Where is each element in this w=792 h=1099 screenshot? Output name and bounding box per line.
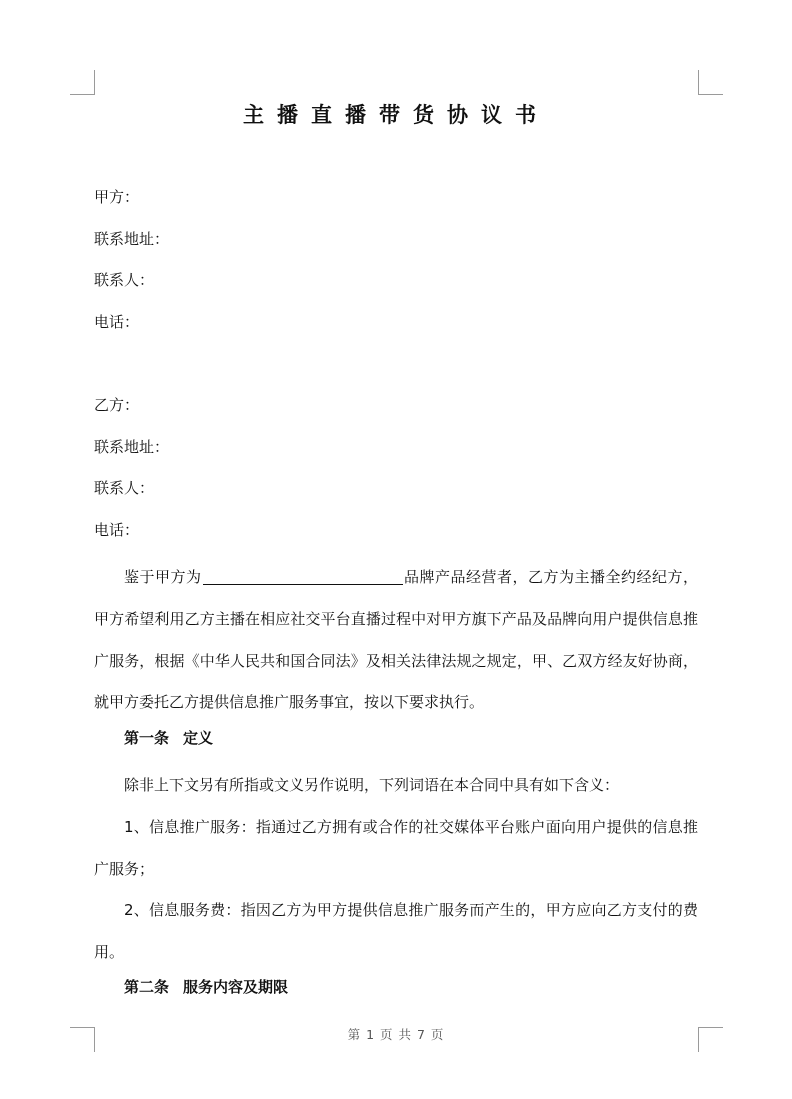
page-number-footer: 第 1 页 共 7 页 [347, 1027, 445, 1042]
brand-blank-line [203, 566, 403, 585]
party-a-address-label: 联系地址： [94, 229, 170, 248]
party-b-phone-label: 电话： [94, 520, 140, 539]
party-a-contact-label: 联系人： [94, 271, 155, 290]
corner-mark-top-left [70, 70, 95, 95]
intro-text-start: 鉴于甲方为 [124, 568, 202, 587]
intro-paragraph [94, 557, 698, 723]
party-b-address-label: 联系地址： [94, 437, 170, 456]
intro-text-rest: 品牌产品经营者，乙方为主播全约经纪方，甲方希望利用乙方主播在相应社交平台直播过程中对甲方旗下产品及品牌向用户提供信息推广服务，根据《中华人民共和国合同法》及相关法律法规之规定，甲、乙双方经友好协商，就甲方委托乙方提供信息推广服务事宜，按以下要求执行。 [94, 568, 698, 712]
article-1-item-2: 2、信息服务费：指因乙方为甲方提供信息推广服务而产生的，甲方应向乙方支付的费用。 [94, 901, 698, 961]
party-a-phone-label: 电话： [94, 312, 140, 331]
party-b-contact-label: 联系人： [94, 479, 155, 498]
spacer [94, 349, 698, 391]
article-2-heading [94, 973, 698, 1001]
article-1-name: 定义 [183, 728, 214, 747]
article-1-item-1: 1、信息推广服务：指通过乙方拥有或合作的社交媒体平台账户面向用户提供的信息推广服务； [94, 817, 698, 878]
party-b-label: 乙方： [94, 395, 140, 414]
corner-mark-top-right [698, 70, 723, 95]
article-1-heading [94, 724, 698, 752]
document-body [94, 183, 698, 1015]
party-a-label: 甲方： [94, 188, 140, 206]
article-2-number: 第二条 [124, 978, 170, 997]
article-1-number: 第一条 [124, 728, 170, 747]
article-1-lead: 除非上下文另有所指或文义另作说明，下列词语在本合同中具有如下含义： [124, 776, 620, 795]
document-title: 主播直播带货协议书 [243, 102, 549, 127]
article-2-name: 服务内容及期限 [183, 978, 289, 997]
